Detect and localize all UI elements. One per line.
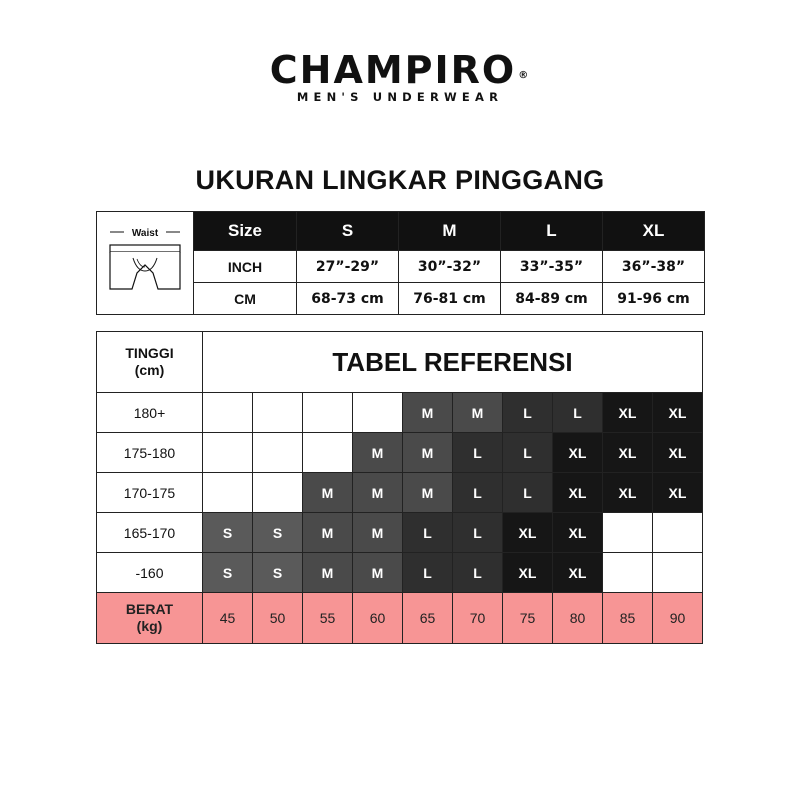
- size-cell: M: [403, 433, 453, 473]
- size-header: Size: [194, 212, 297, 251]
- cm-s: 68-73 cm: [297, 283, 399, 315]
- weight-cell: 60: [353, 593, 403, 644]
- table-row: [97, 393, 703, 433]
- size-cell: L: [403, 513, 453, 553]
- weight-cell: 55: [303, 593, 353, 644]
- table-row: [97, 473, 703, 513]
- weight-row: [97, 593, 703, 644]
- size-cell: [203, 433, 253, 473]
- weight-cell: 75: [503, 593, 553, 644]
- reference-table: [96, 331, 703, 644]
- boxer-icon: [97, 213, 193, 309]
- size-cell: L: [503, 433, 553, 473]
- size-cell: [603, 553, 653, 593]
- size-cell: XL: [603, 473, 653, 513]
- size-cell: S: [203, 513, 253, 553]
- cm-l: 84-89 cm: [501, 283, 603, 315]
- weight-cell: 90: [653, 593, 703, 644]
- inch-l: 33”-35”: [501, 251, 603, 283]
- size-cell: L: [553, 393, 603, 433]
- size-cell: XL: [603, 393, 653, 433]
- size-cell: [603, 513, 653, 553]
- size-cell: XL: [653, 433, 703, 473]
- weight-cell: 85: [603, 593, 653, 644]
- reference-title: TABEL REFERENSI: [203, 332, 703, 393]
- inch-m: 30”-32”: [399, 251, 501, 283]
- weight-cell: 70: [453, 593, 503, 644]
- size-cell: XL: [603, 433, 653, 473]
- size-cell: M: [403, 473, 453, 513]
- size-cell: M: [403, 393, 453, 433]
- size-cell: [303, 393, 353, 433]
- size-cell: XL: [553, 553, 603, 593]
- weight-cell: 65: [403, 593, 453, 644]
- height-header: [97, 332, 203, 393]
- cm-xl: 91-96 cm: [603, 283, 705, 315]
- size-cell: [653, 553, 703, 593]
- height-label: -160: [97, 553, 203, 593]
- size-cell: [353, 393, 403, 433]
- weight-cell: 80: [553, 593, 603, 644]
- cm-m: 76-81 cm: [399, 283, 501, 315]
- brand-name: CHAMPIRO: [269, 48, 517, 92]
- size-cell: M: [303, 553, 353, 593]
- size-cell: XL: [653, 473, 703, 513]
- size-cell: M: [303, 513, 353, 553]
- inch-label: INCH: [194, 251, 297, 283]
- size-cell: M: [453, 393, 503, 433]
- size-cell: XL: [553, 473, 603, 513]
- size-cell: M: [353, 513, 403, 553]
- size-cell: M: [353, 553, 403, 593]
- size-cell: [303, 433, 353, 473]
- waist-size-table: [96, 211, 705, 315]
- size-cell: XL: [653, 393, 703, 433]
- size-cell: L: [453, 433, 503, 473]
- size-cell: [203, 473, 253, 513]
- table-row: [97, 433, 703, 473]
- cm-label: CM: [194, 283, 297, 315]
- size-cell: L: [503, 473, 553, 513]
- table-row: [97, 553, 703, 593]
- size-cell: M: [303, 473, 353, 513]
- inch-s: 27”-29”: [297, 251, 399, 283]
- size-cell: M: [353, 473, 403, 513]
- size-cell: M: [353, 433, 403, 473]
- size-l-header: L: [501, 212, 603, 251]
- size-s-header: S: [297, 212, 399, 251]
- size-cell: [203, 393, 253, 433]
- waist-label: Waist: [131, 227, 159, 239]
- size-cell: L: [453, 513, 503, 553]
- size-cell: [653, 513, 703, 553]
- size-cell: L: [503, 393, 553, 433]
- weight-header: BERAT (kg): [97, 593, 203, 644]
- size-xl-header: XL: [603, 212, 705, 251]
- size-cell: L: [453, 553, 503, 593]
- size-cell: L: [403, 553, 453, 593]
- weight-cell: 50: [253, 593, 303, 644]
- size-cell: XL: [503, 513, 553, 553]
- height-label: 175-180: [97, 433, 203, 473]
- height-label: 170-175: [97, 473, 203, 513]
- brand-logo: [0, 50, 800, 90]
- brand-tagline: MEN'S UNDERWEAR: [296, 90, 504, 104]
- height-label: 180+: [97, 393, 203, 433]
- size-cell: L: [453, 473, 503, 513]
- size-cell: S: [203, 553, 253, 593]
- inch-xl: 36”-38”: [603, 251, 705, 283]
- page-title: UKURAN LINGKAR PINGGANG: [195, 165, 605, 195]
- weight-cell: 45: [203, 593, 253, 644]
- size-cell: S: [253, 553, 303, 593]
- table-row: [97, 513, 703, 553]
- size-cell: [253, 433, 303, 473]
- underwear-illustration: [97, 212, 194, 315]
- size-cell: [253, 393, 303, 433]
- size-cell: XL: [553, 433, 603, 473]
- registered-mark: ®: [518, 70, 531, 81]
- size-cell: S: [253, 513, 303, 553]
- size-m-header: M: [399, 212, 501, 251]
- height-label: 165-170: [97, 513, 203, 553]
- size-cell: XL: [503, 553, 553, 593]
- size-cell: [253, 473, 303, 513]
- height-header-text: TINGGI (cm): [125, 345, 174, 378]
- size-cell: XL: [553, 513, 603, 553]
